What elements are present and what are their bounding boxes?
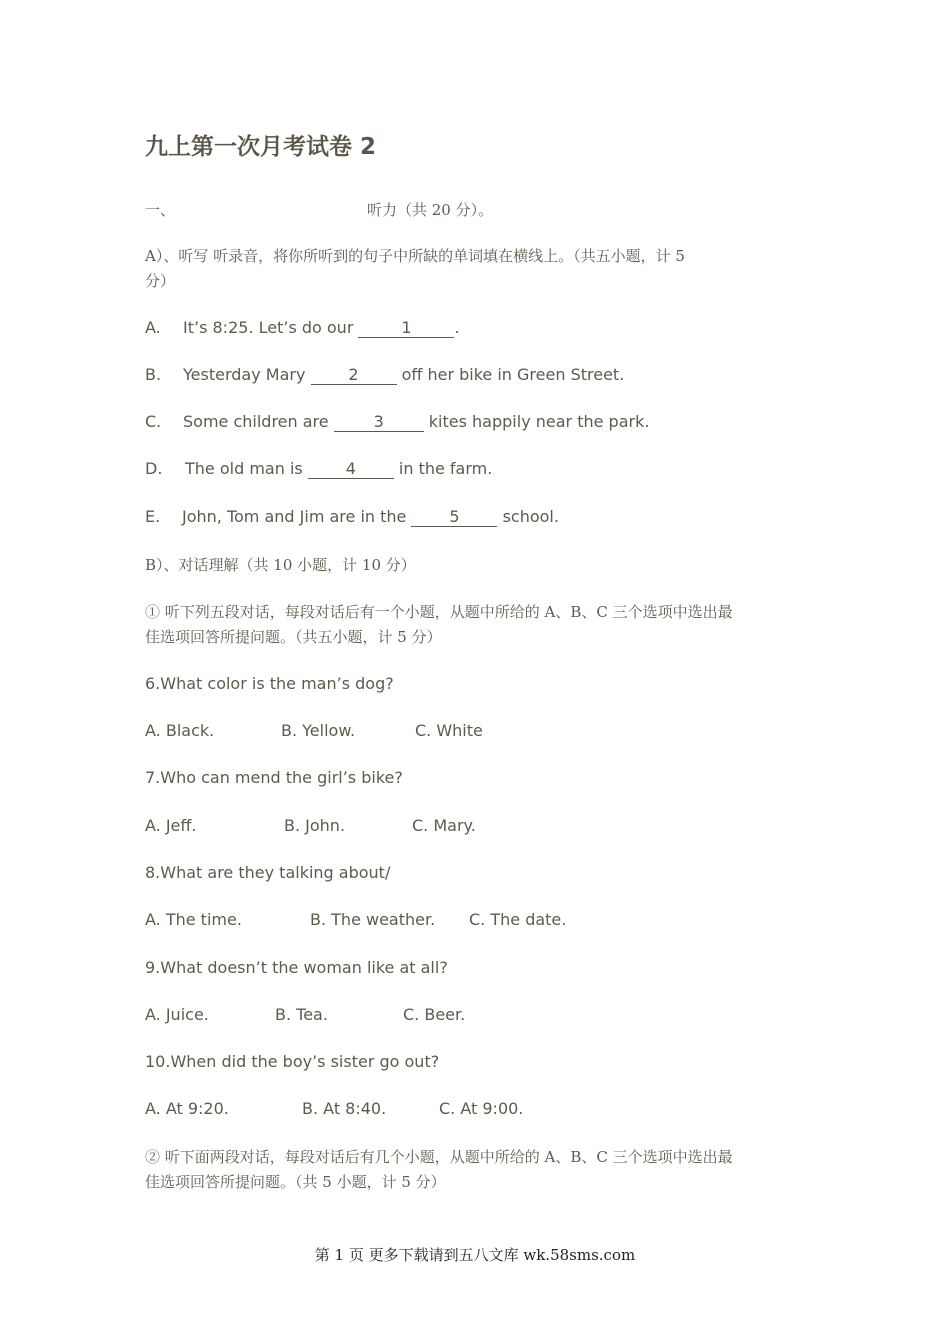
option-c[interactable]: C. At 9:00. [439, 1099, 524, 1118]
answer-blank[interactable]: 5 [411, 508, 497, 527]
question-6: 6.What color is the man’s dog? [145, 674, 394, 693]
option-a[interactable]: A. At 9:20. [145, 1099, 229, 1118]
part-b-heading: B）、对话理解（共 10 小题，计 10 分） [145, 556, 416, 574]
sentence-text-after: off her bike in Green Street. [396, 365, 625, 384]
sentence-text-after: . [454, 318, 460, 337]
part-1-instruction-line-2: 佳选项回答所提问题。（共五小题，计 5 分） [145, 628, 442, 646]
option-c[interactable]: C. Beer. [403, 1005, 466, 1024]
answer-blank[interactable]: 2 [311, 366, 397, 385]
answer-blank[interactable]: 3 [334, 413, 424, 432]
sentence-text-after: kites happily near the park. [423, 412, 650, 431]
option-b[interactable]: B. John. [284, 816, 346, 835]
option-a[interactable]: A. Jeff. [145, 816, 197, 835]
option-b[interactable]: B. The weather. [310, 910, 436, 929]
option-c[interactable]: C. Mary. [412, 816, 476, 835]
sentence-text-before: Yesterday Mary [183, 365, 311, 384]
sentence-letter: A. [145, 318, 161, 337]
answer-blank[interactable]: 1 [358, 319, 454, 338]
page-footer: 第 1 页 更多下载请到五八文库 wk.58sms.com [314, 1246, 636, 1264]
part-2-instruction-line-1: ② 听下面两段对话，每段对话后有几个小题，从题中所给的 A、B、C 三个选项中选出最 [145, 1148, 733, 1166]
question-10: 10.When did the boy’s sister go out? [145, 1052, 440, 1071]
question-7: 7.Who can mend the girl’s bike? [145, 768, 403, 787]
part-a-instruction-line-1: A）、听写 听录音，将你所听到的句子中所缺的单词填在横线上。（共五小题，计 5 [145, 247, 685, 265]
part-a-instruction-line-2: 分） [145, 272, 176, 290]
question-10-options [145, 1098, 524, 1120]
page-title: 九上第一次月考试卷 2 [145, 134, 377, 160]
sentence-text-after: school. [497, 507, 559, 526]
blank-sentence-a [145, 317, 460, 339]
sentence-text-before: John, Tom and Jim are in the [182, 507, 412, 526]
question-8: 8.What are they talking about/ [145, 863, 391, 882]
sentence-text-before: The old man is [185, 459, 308, 478]
sentence-text-after: in the farm. [393, 459, 493, 478]
question-7-options [145, 815, 476, 837]
sentence-text-before: Some children are [183, 412, 334, 431]
option-b[interactable]: B. At 8:40. [302, 1099, 387, 1118]
sentence-letter: B. [145, 365, 162, 384]
question-8-options [145, 909, 567, 931]
blank-sentence-b [145, 364, 624, 386]
part-2-instruction-line-2: 佳选项回答所提问题。（共 5 小题，计 5 分） [145, 1173, 446, 1191]
question-9: 9.What doesn’t the woman like at all? [145, 958, 448, 977]
section-1-number: 一、 [145, 201, 176, 219]
blank-sentence-c [145, 411, 649, 433]
option-c[interactable]: C. White [415, 721, 483, 740]
part-1-instruction-line-1: ① 听下列五段对话，每段对话后有一个小题，从题中所给的 A、B、C 三个选项中选出最 [145, 603, 733, 621]
section-1-heading: 听力（共 20 分）。 [367, 201, 494, 219]
option-b[interactable]: B. Tea. [275, 1005, 328, 1024]
option-c[interactable]: C. The date. [469, 910, 567, 929]
sentence-letter: E. [145, 507, 161, 526]
blank-sentence-d [145, 458, 492, 480]
sentence-letter: D. [145, 459, 163, 478]
option-a[interactable]: A. Juice. [145, 1005, 209, 1024]
blank-sentence-e [145, 506, 559, 528]
sentence-text-before: It’s 8:25. Let’s do our [183, 318, 359, 337]
option-b[interactable]: B. Yellow. [281, 721, 356, 740]
question-9-options [145, 1004, 466, 1026]
question-6-options [145, 720, 483, 742]
option-a[interactable]: A. Black. [145, 721, 215, 740]
answer-blank[interactable]: 4 [308, 460, 394, 479]
sentence-letter: C. [145, 412, 162, 431]
option-a[interactable]: A. The time. [145, 910, 242, 929]
